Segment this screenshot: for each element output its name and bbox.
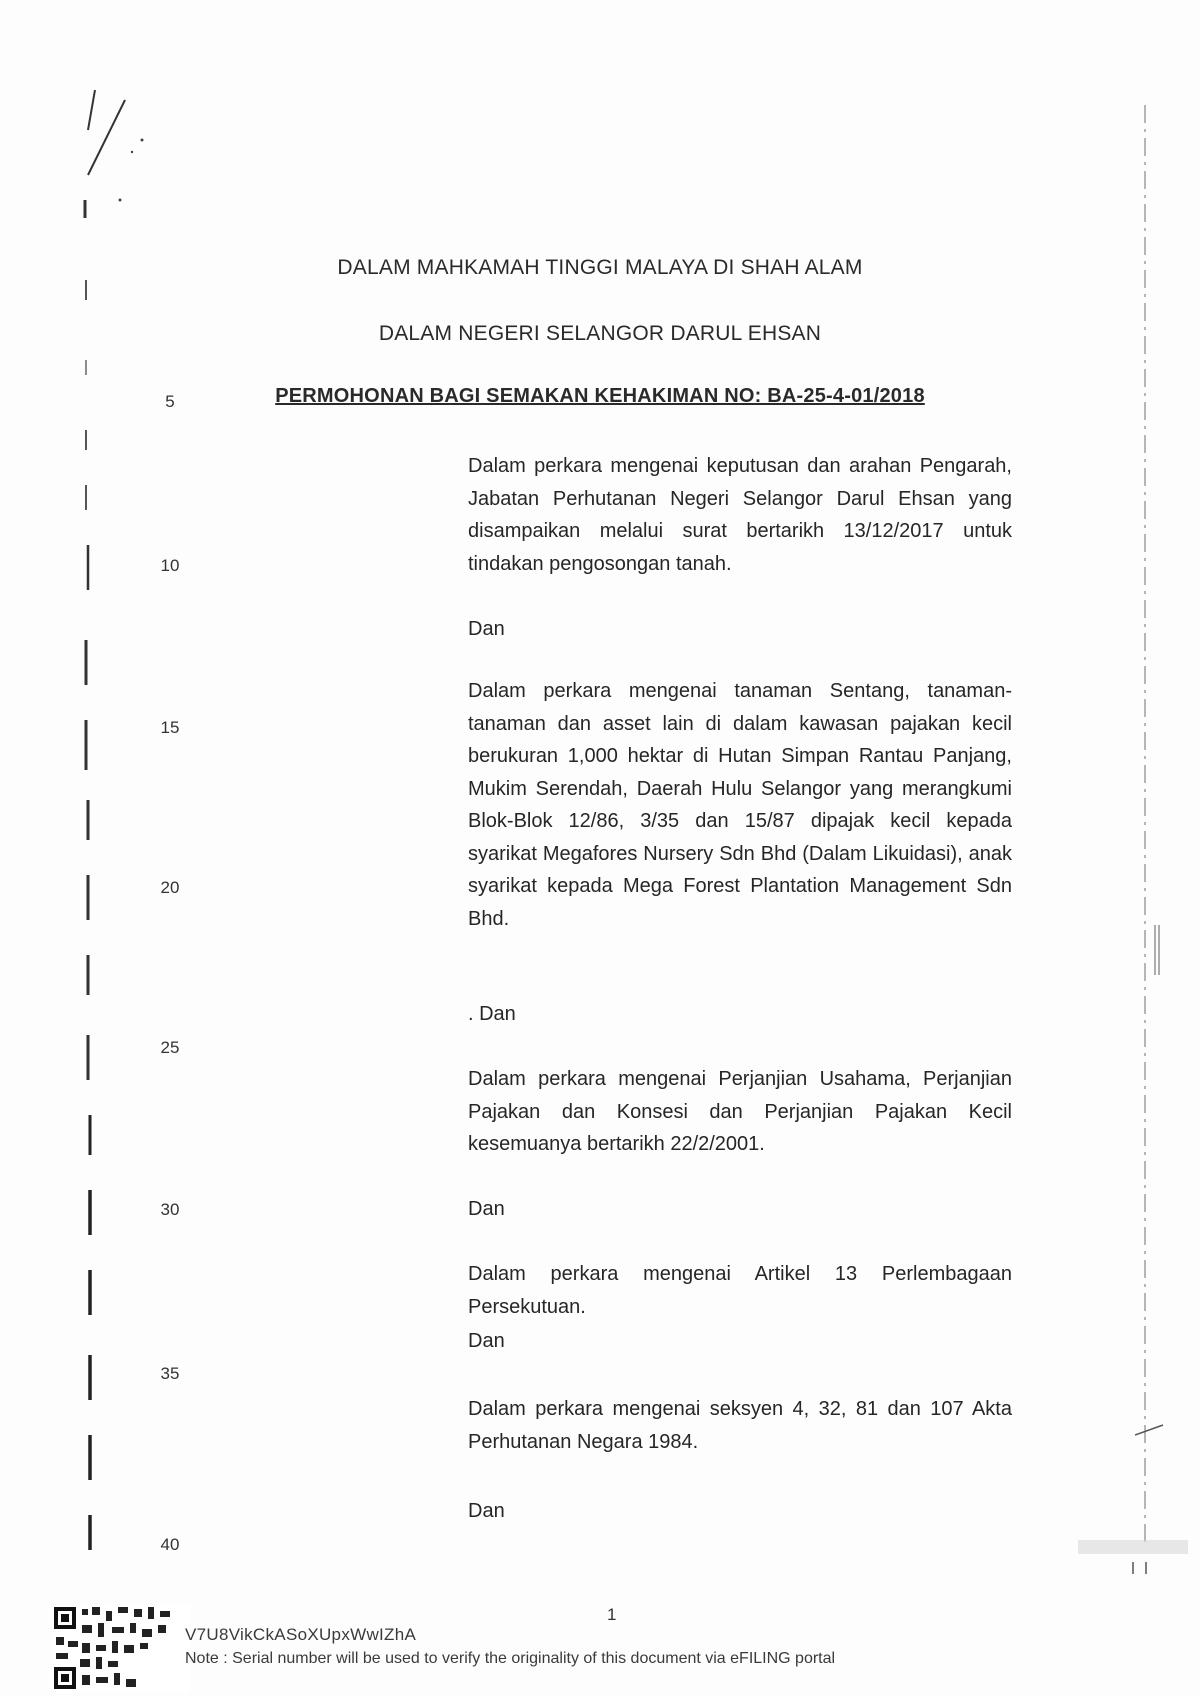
court-title-line2: DALAM NEGERI SELANGOR DARUL EHSAN — [378, 322, 822, 345]
page-number: 1 — [607, 1605, 617, 1624]
right-margin-marks — [1135, 95, 1165, 1555]
verification-note: Note : Serial number will be used to verify the originality of this document via eFILING portal — [185, 1650, 836, 1667]
paragraph-agreements: Dalam perkara mengenai Perjanjian Usahama, Perjanjian Pajakan dan Konsesi dan Perjanjian Pajakan Kecil kesemuanya bertarikh 22/2/2001. — [468, 1068, 1012, 1155]
line-number: 10 — [160, 556, 180, 575]
conjunction-dan: Dan — [468, 618, 505, 640]
line-number: 15 — [160, 718, 180, 737]
paragraph-plantation: Dalam perkara mengenai tanaman Sentang, tanaman-tanaman dan asset lain di dalam kawasan pajakan kecil berukuran 1,000 hektar di Hutan Simpan Rantau Panjang, Mukim Serendah, Daerah Hulu Selangor yang merangkumi Blok-Blok 12/86, 3/35 dan 15/87 dipajak kecil kepada syarikat Megafores Nursery Sdn Bhd (Dalam Likuidasi), anak syarikat kepada Mega Forest Plantation Management Sdn Bhd. — [468, 680, 1012, 930]
line-number: 5 — [165, 392, 175, 411]
line-number: 20 — [160, 878, 180, 897]
conjunction-dan: . Dan — [468, 1003, 516, 1025]
line-number: 35 — [160, 1364, 180, 1383]
scan-stamp-artifact — [1078, 1540, 1188, 1590]
conjunction-dan: Dan — [468, 1330, 505, 1352]
paragraph-forestry-act: Dalam perkara mengenai seksyen 4, 32, 81 dan 107 Akta Perhutanan Negara 1984. — [468, 1398, 1012, 1453]
conjunction-dan: Dan — [468, 1198, 505, 1220]
qr-code-icon — [52, 1605, 190, 1693]
line-number: 30 — [160, 1200, 180, 1219]
court-title-line1: DALAM MAHKAMAH TINGGI MALAYA DI SHAH ALAM — [337, 256, 863, 279]
line-number: 25 — [160, 1038, 180, 1057]
conjunction-dan: Dan — [468, 1500, 505, 1522]
paragraph-decision: Dalam perkara mengenai keputusan dan arahan Pengarah, Jabatan Perhutanan Negeri Selangor Darul Ehsan yang disampaikan melalui surat bertarikh 13/12/2017 untuk tindakan pengosongan tanah. — [468, 455, 1012, 575]
line-number: 40 — [160, 1535, 180, 1554]
serial-number: V7U8VikCkASoXUpxWwIZhA — [185, 1625, 417, 1644]
paragraph-article-13: Dalam perkara mengenai Artikel 13 Perlembagaan Persekutuan. — [468, 1263, 1012, 1318]
case-heading: PERMOHONAN BAGI SEMAKAN KEHAKIMAN NO: BA-25-4-01/2018 — [275, 385, 925, 407]
